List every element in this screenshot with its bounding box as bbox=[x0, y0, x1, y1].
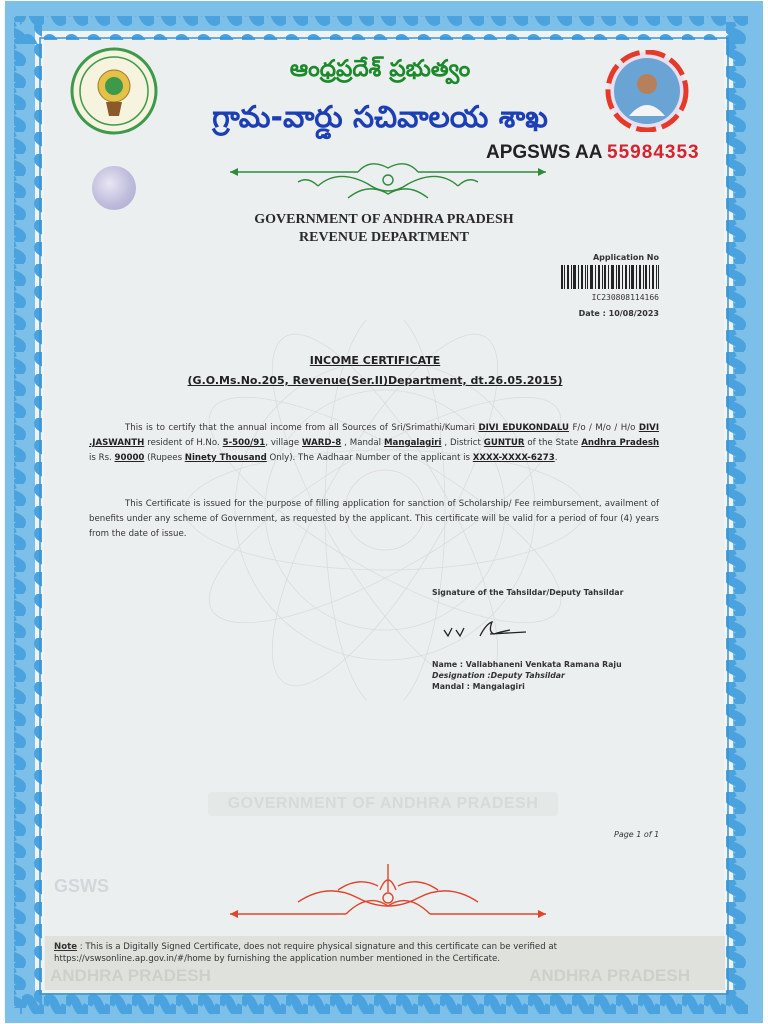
department-heading: REVENUE DEPARTMENT bbox=[299, 230, 469, 245]
page-number: Page 1 of 1 bbox=[614, 830, 660, 839]
state-emblem-icon bbox=[69, 46, 159, 136]
government-order-reference: (G.O.Ms.No.205, Revenue(Ser.II)Department, dt.26.05.2015) bbox=[187, 374, 563, 387]
designation-text: Designation :Deputy Tahsildar bbox=[432, 671, 565, 680]
watermark-left: ANDHRA PRADESH bbox=[50, 966, 211, 985]
handwritten-signature-icon bbox=[440, 618, 530, 642]
para-text: Only). The Aadhaar Number of the applicant is bbox=[269, 453, 471, 463]
hologram-seal-icon bbox=[92, 166, 136, 210]
signatory-designation bbox=[432, 670, 622, 681]
signatory-details bbox=[432, 659, 622, 692]
income-amount: 90000 bbox=[114, 453, 145, 463]
gsws-watermark: GSWS bbox=[54, 876, 110, 896]
verification-note bbox=[54, 941, 714, 965]
house-number: 5-500/91 bbox=[222, 438, 266, 448]
para-text: , Mandal bbox=[344, 438, 382, 448]
serial-digits: 55984353 bbox=[607, 142, 700, 163]
para-text: is Rs. bbox=[89, 453, 112, 463]
para-text: This is to certify that the annual income from all Sources of Sri/Srimathi/Kumari bbox=[125, 423, 475, 433]
mandal-name: Mangalagiri bbox=[383, 438, 442, 448]
andhra-pradesh-watermark bbox=[50, 966, 720, 986]
certificate-title: INCOME CERTIFICATE bbox=[309, 354, 441, 367]
para-text: F/o / M/o / H/o bbox=[572, 423, 636, 433]
applicant-name: DIVI EDUKONDALU bbox=[478, 423, 570, 433]
government-heading: GOVERNMENT OF ANDHRA PRADESH bbox=[254, 212, 514, 227]
note-label: Note bbox=[54, 942, 78, 952]
note-text: : This is a Digitally Signed Certificate, does not require physical signature and this certificate can be verified at https://vswsonline.ap.gov.in/#/home by furnishing the application number mentioned in the Certificate. bbox=[54, 942, 558, 964]
portrait-badge-icon bbox=[603, 50, 691, 132]
purpose-paragraph bbox=[89, 497, 659, 542]
signatory-name: Name : Vallabhaneni Venkata Ramana Raju bbox=[432, 660, 622, 669]
signatory-mandal: Mandal : Mangalagiri bbox=[432, 682, 525, 691]
issue-date: Date : 10/08/2023 bbox=[578, 309, 659, 318]
para-text: (Rupees bbox=[147, 453, 183, 463]
state-name: Andhra Pradesh bbox=[581, 438, 660, 448]
income-amount-words: Ninety Thousand bbox=[184, 453, 267, 463]
application-number: IC230808114166 bbox=[591, 293, 659, 302]
para-text: , village bbox=[265, 438, 300, 448]
barcode-icon bbox=[561, 265, 659, 289]
village-name: WARD-8 bbox=[302, 438, 342, 448]
certification-paragraph bbox=[89, 421, 659, 466]
district-name: GUNTUR bbox=[483, 438, 525, 448]
purpose-text: This Certificate is issued for the purpose of filling application for sanction of Scholarship/ Fee reimbursement, availment of benefits under any scheme of Government, as requested by the applicant. This certificate will be valid for a period of four (4) years from the date of issue. bbox=[89, 499, 659, 539]
para-text: , District bbox=[444, 438, 481, 448]
department-title-telugu: గ్రామ-వార్డు సచివాలయ శాఖ bbox=[212, 100, 548, 135]
relation-name: DIVI .JASWANTH bbox=[89, 423, 660, 448]
signature-title: Signature of the Tahsildar/Deputy Tahsildar bbox=[432, 588, 624, 597]
bottom-ornament-icon bbox=[228, 862, 548, 924]
watermark-right: ANDHRA PRADESH bbox=[529, 966, 690, 985]
para-text: resident of H.No. bbox=[147, 438, 220, 448]
para-text: of the State bbox=[527, 438, 579, 448]
serial-prefix: APGSWS AA bbox=[486, 142, 602, 163]
top-ornament-icon bbox=[228, 158, 548, 210]
government-watermark: GOVERNMENT OF ANDHRA PRADESH bbox=[208, 792, 558, 816]
state-title-telugu: ఆంధ్రప్రదేశ్ ప్రభుత్వం bbox=[289, 56, 471, 82]
para-text: . bbox=[554, 453, 558, 463]
aadhaar-number: XXXX-XXXX-6273 bbox=[472, 453, 555, 463]
application-number-label: Application No bbox=[592, 253, 659, 262]
